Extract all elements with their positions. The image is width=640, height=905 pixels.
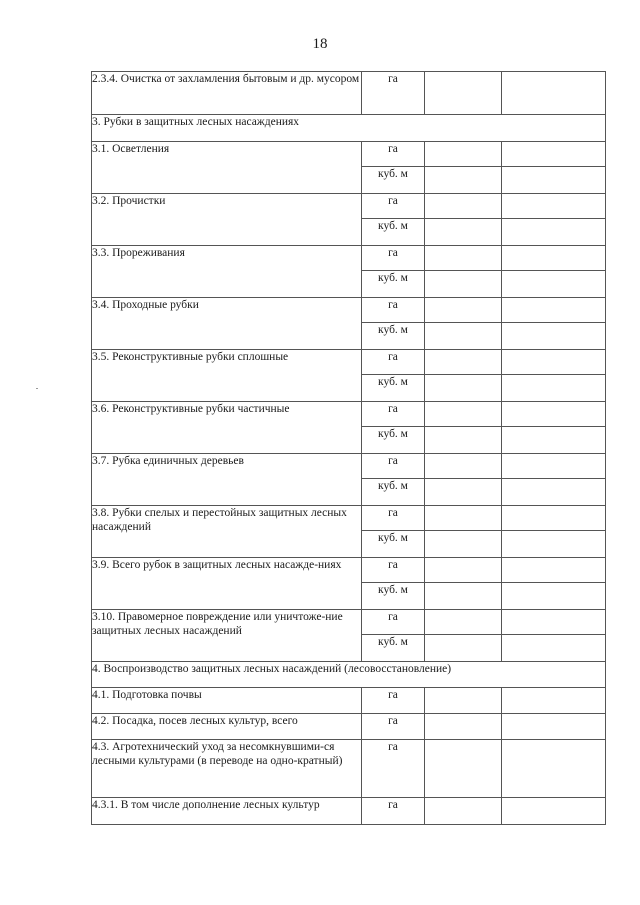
item-name: 3.1. Осветления [92,142,362,194]
value-cell [502,167,606,194]
value-cell [502,427,606,454]
table-row [92,246,606,271]
item-name: 4.1. Подготовка почвы [92,688,362,714]
table-row [92,714,606,740]
table-row [92,688,606,714]
value-cell [425,167,502,194]
unit-cell: куб. м [362,375,425,402]
value-cell [502,402,606,427]
value-cell [502,194,606,219]
item-name: 4.3.1. В том числе дополнение лесных культур [92,798,362,825]
unit-cell: га [362,142,425,167]
section-header-row [92,662,606,688]
item-name: 3.7. Рубка единичных деревьев [92,454,362,506]
value-cell [425,142,502,167]
unit-cell: куб. м [362,323,425,350]
unit-cell: куб. м [362,167,425,194]
value-cell [425,323,502,350]
unit-cell: га [362,740,425,798]
value-cell [502,798,606,825]
table-row [92,402,606,427]
table-row [92,558,606,583]
item-name: 2.3.4. Очистка от захламления бытовым и др. мусором [92,72,362,115]
section-title: 3. Рубки в защитных лесных насаждениях [92,115,606,142]
value-cell [502,610,606,635]
table-row [92,798,606,825]
value-cell [502,246,606,271]
unit-cell: куб. м [362,583,425,610]
value-cell [502,635,606,662]
value-cell [425,583,502,610]
value-cell [425,427,502,454]
unit-cell: га [362,558,425,583]
value-cell [502,142,606,167]
item-name: 3.10. Правомерное повреждение или уничтоже-ние защитных лесных насаждений [92,610,362,662]
value-cell [502,688,606,714]
value-cell [502,271,606,298]
value-cell [425,246,502,271]
table-row [92,454,606,479]
table-row [92,506,606,531]
unit-cell: га [362,194,425,219]
value-cell [502,72,606,115]
value-cell [425,350,502,375]
unit-cell: куб. м [362,531,425,558]
value-cell [425,72,502,115]
value-cell [502,454,606,479]
table-row [92,194,606,219]
unit-cell: га [362,454,425,479]
value-cell [425,531,502,558]
value-cell [502,350,606,375]
unit-cell: га [362,246,425,271]
unit-cell: куб. м [362,427,425,454]
item-name: 3.9. Всего рубок в защитных лесных насажде-ниях [92,558,362,610]
value-cell [502,740,606,798]
unit-cell: куб. м [362,271,425,298]
value-cell [502,714,606,740]
value-cell [502,375,606,402]
unit-cell: га [362,610,425,635]
item-name: 4.2. Посадка, посев лесных культур, всего [92,714,362,740]
forestry-report-table [91,71,606,825]
unit-cell: куб. м [362,219,425,246]
value-cell [425,219,502,246]
value-cell [425,402,502,427]
value-cell [425,271,502,298]
table-body [92,72,606,825]
value-cell [425,506,502,531]
value-cell [502,479,606,506]
value-cell [502,323,606,350]
unit-cell: га [362,506,425,531]
value-cell [502,558,606,583]
item-name: 3.8. Рубки спелых и перестойных защитных лесных насаждений [92,506,362,558]
unit-cell: га [362,402,425,427]
section-header-row [92,115,606,142]
value-cell [425,740,502,798]
value-cell [425,688,502,714]
unit-cell: га [362,350,425,375]
value-cell [425,558,502,583]
value-cell [502,531,606,558]
unit-cell: га [362,798,425,825]
table-row [92,610,606,635]
page-number: 18 [312,36,328,52]
value-cell [502,506,606,531]
unit-cell: га [362,688,425,714]
table-row [92,740,606,798]
item-name: 3.3. Прореживания [92,246,362,298]
item-name: 3.5. Реконструктивные рубки сплошные [92,350,362,402]
unit-cell: куб. м [362,479,425,506]
value-cell [502,298,606,323]
unit-cell: га [362,298,425,323]
unit-cell: куб. м [362,635,425,662]
table-row [92,350,606,375]
value-cell [502,219,606,246]
value-cell [425,479,502,506]
value-cell [425,454,502,479]
table-row [92,298,606,323]
table-row [92,142,606,167]
value-cell [425,375,502,402]
item-name: 3.6. Реконструктивные рубки частичные [92,402,362,454]
value-cell [425,714,502,740]
value-cell [502,583,606,610]
item-name: 4.3. Агротехнический уход за несомкнувшими-ся лесными культурами (в переводе на одно-кратный) [92,740,362,798]
item-name: 3.4. Проходные рубки [92,298,362,350]
value-cell [425,298,502,323]
value-cell [425,798,502,825]
section-title: 4. Воспроизводство защитных лесных насаждений (лесовосстановление) [92,662,606,688]
value-cell [425,635,502,662]
value-cell [425,194,502,219]
unit-cell: га [362,714,425,740]
value-cell [425,610,502,635]
table-row [92,72,606,115]
item-name: 3.2. Прочистки [92,194,362,246]
unit-cell: га [362,72,425,115]
scan-speck [36,388,38,389]
